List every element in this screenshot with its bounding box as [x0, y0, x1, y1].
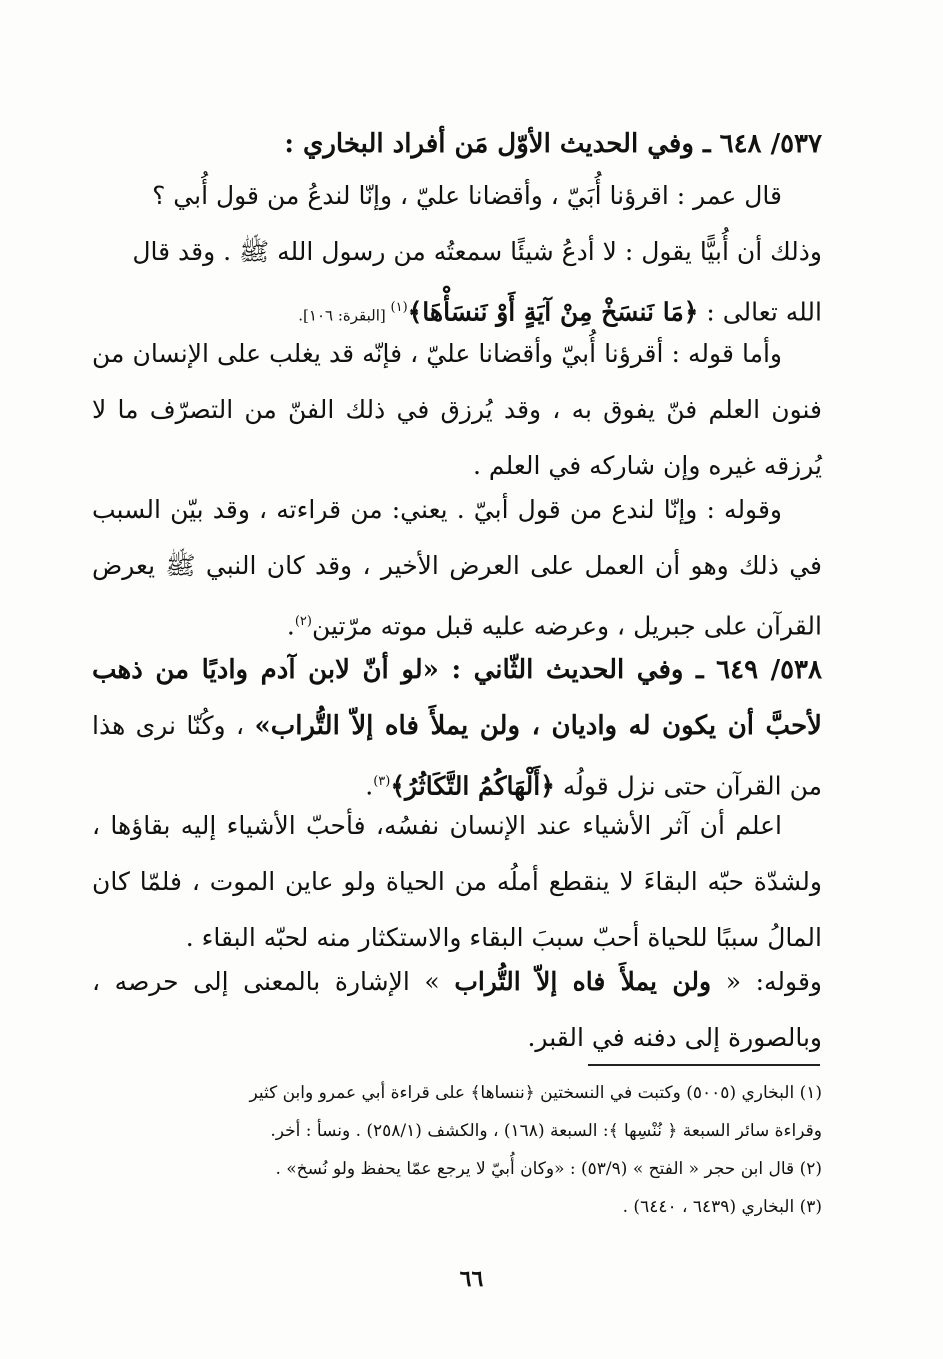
footnote-1-continued: وقراءة سائر السبعة ﴿ نُنْسِها ﴾: السبعة (١٦٨) ، والكشف (٢٥٨/١) . ونسأ : أخر.: [270, 1121, 822, 1141]
paragraph-text: .: [365, 771, 374, 801]
paragraph-text: الله تعالى :: [698, 297, 822, 327]
section-537-paragraph-2: وأما قوله : أقرؤنا أُبيّ وأقضانا عليّ ، فإنّه قد يغلب على الإنسان من فنون العلم فنّ يفوق به ، وقد يُرزق في ذلك الفنّ من التصرّف ما لا يُرزقه غيره وإن شاركه في العلم .: [92, 339, 822, 480]
footnotes: [92, 1074, 822, 1226]
section-538-paragraph-2: اعلم أن آثر الأشياء عند الإنسان نفسُه، فأحبّ الأشياء إليه بقاؤها ، ولشدّة حبّه البقاءَ لا ينقطع أملُه من الحياة ولو عاين الموت ، فلمّا كان المالُ سببًا للحياة أحبّ سببَ البقاء والاستكثار منه لحبّه البقاء .: [92, 811, 822, 952]
section-538-paragraph-3: [92, 954, 822, 1066]
hadith-quote: ولن يملأَ فاه إلاّ التُّراب: [454, 967, 712, 996]
footnote-3: (٣) البخاري (٦٤٣٩ ، ٦٤٤٠) .: [622, 1197, 822, 1217]
quran-verse: ﴿مَا نَنسَخْ مِنْ آيَةٍ أَوْ نَنسَأْهَا﴾: [407, 297, 699, 327]
section-537-heading-text: ٥٣٧/ ٦٤٨ ـ وفي الحديث الأوّل مَن أفراد البخاري :: [284, 129, 822, 159]
verse-reference: [البقرة: ١٠٦].: [298, 306, 391, 325]
section-538-heading: ٥٣٨/ ٦٤٩ ـ وفي الحديث الثّاني : «لو أنّ لابن آدم واديًا من ذهب لأحبَّ أن يكون له واديان ، ولن يملأَ فاه إلاّ التُّراب»: [92, 655, 822, 741]
paragraph-text: » الإشارة بالمعنى إلى حرصه ، وبالصورة إلى دفنه في القبر.: [92, 967, 822, 1052]
paragraph-line: قال عمر : اقرؤنا أُبَيّ ، وأقضانا عليّ ، وإنّا لندعُ من قول أُبي ؟: [152, 181, 782, 210]
section-537-heading: [92, 116, 822, 172]
footnote-ref-1: (١): [390, 300, 408, 315]
paragraph-text: وقوله: «: [711, 967, 822, 996]
section-538-paragraph-1: [92, 642, 822, 814]
paragraph-text: وقوله : وإنّا لندع من قول أبيّ . يعني: من قراءته ، وقد بيّن السبب في ذلك وهو أن العمل على العرض الأخير ، وقد كان النبي ﷺ يعرض القرآن على جبريل ، وعرضه عليه قبل موته مرّتين: [92, 495, 822, 641]
quran-verse: ﴿أَلْهَاكُمُ التَّكَاثُرُ﴾: [390, 771, 555, 801]
section-537-paragraph-3: [92, 482, 822, 654]
footnote-ref-2: (٢): [294, 614, 312, 629]
page-number: ٦٦: [459, 1266, 484, 1292]
section-537-paragraph-1: [92, 168, 822, 343]
paragraph-text: .: [286, 611, 295, 641]
footnote-separator: [588, 1064, 820, 1066]
paragraph-line: وذلك أن أُبيًّا يقول : لا أدعُ شيئًا سمعتُه من رسول الله ﷺ . وقد قال: [132, 237, 822, 266]
footnote-ref-3: (٣): [373, 774, 391, 789]
paragraph-text: ، وكُنّا نرى هذا من القرآن حتى نزل قولُه: [92, 711, 822, 801]
footnote-2: (٢) قال ابن حجر « الفتح » (٥٣/٩) : «وكان أُبيّ لا يرجع عمّا يحفظ ولو نُسخ» .: [275, 1159, 822, 1179]
footnote-1: (١) البخاري (٥٠٠٥) وكتبت في النسختين ﴿ننساها﴾ على قراءة أبي عمرو وابن كثير: [249, 1083, 822, 1103]
